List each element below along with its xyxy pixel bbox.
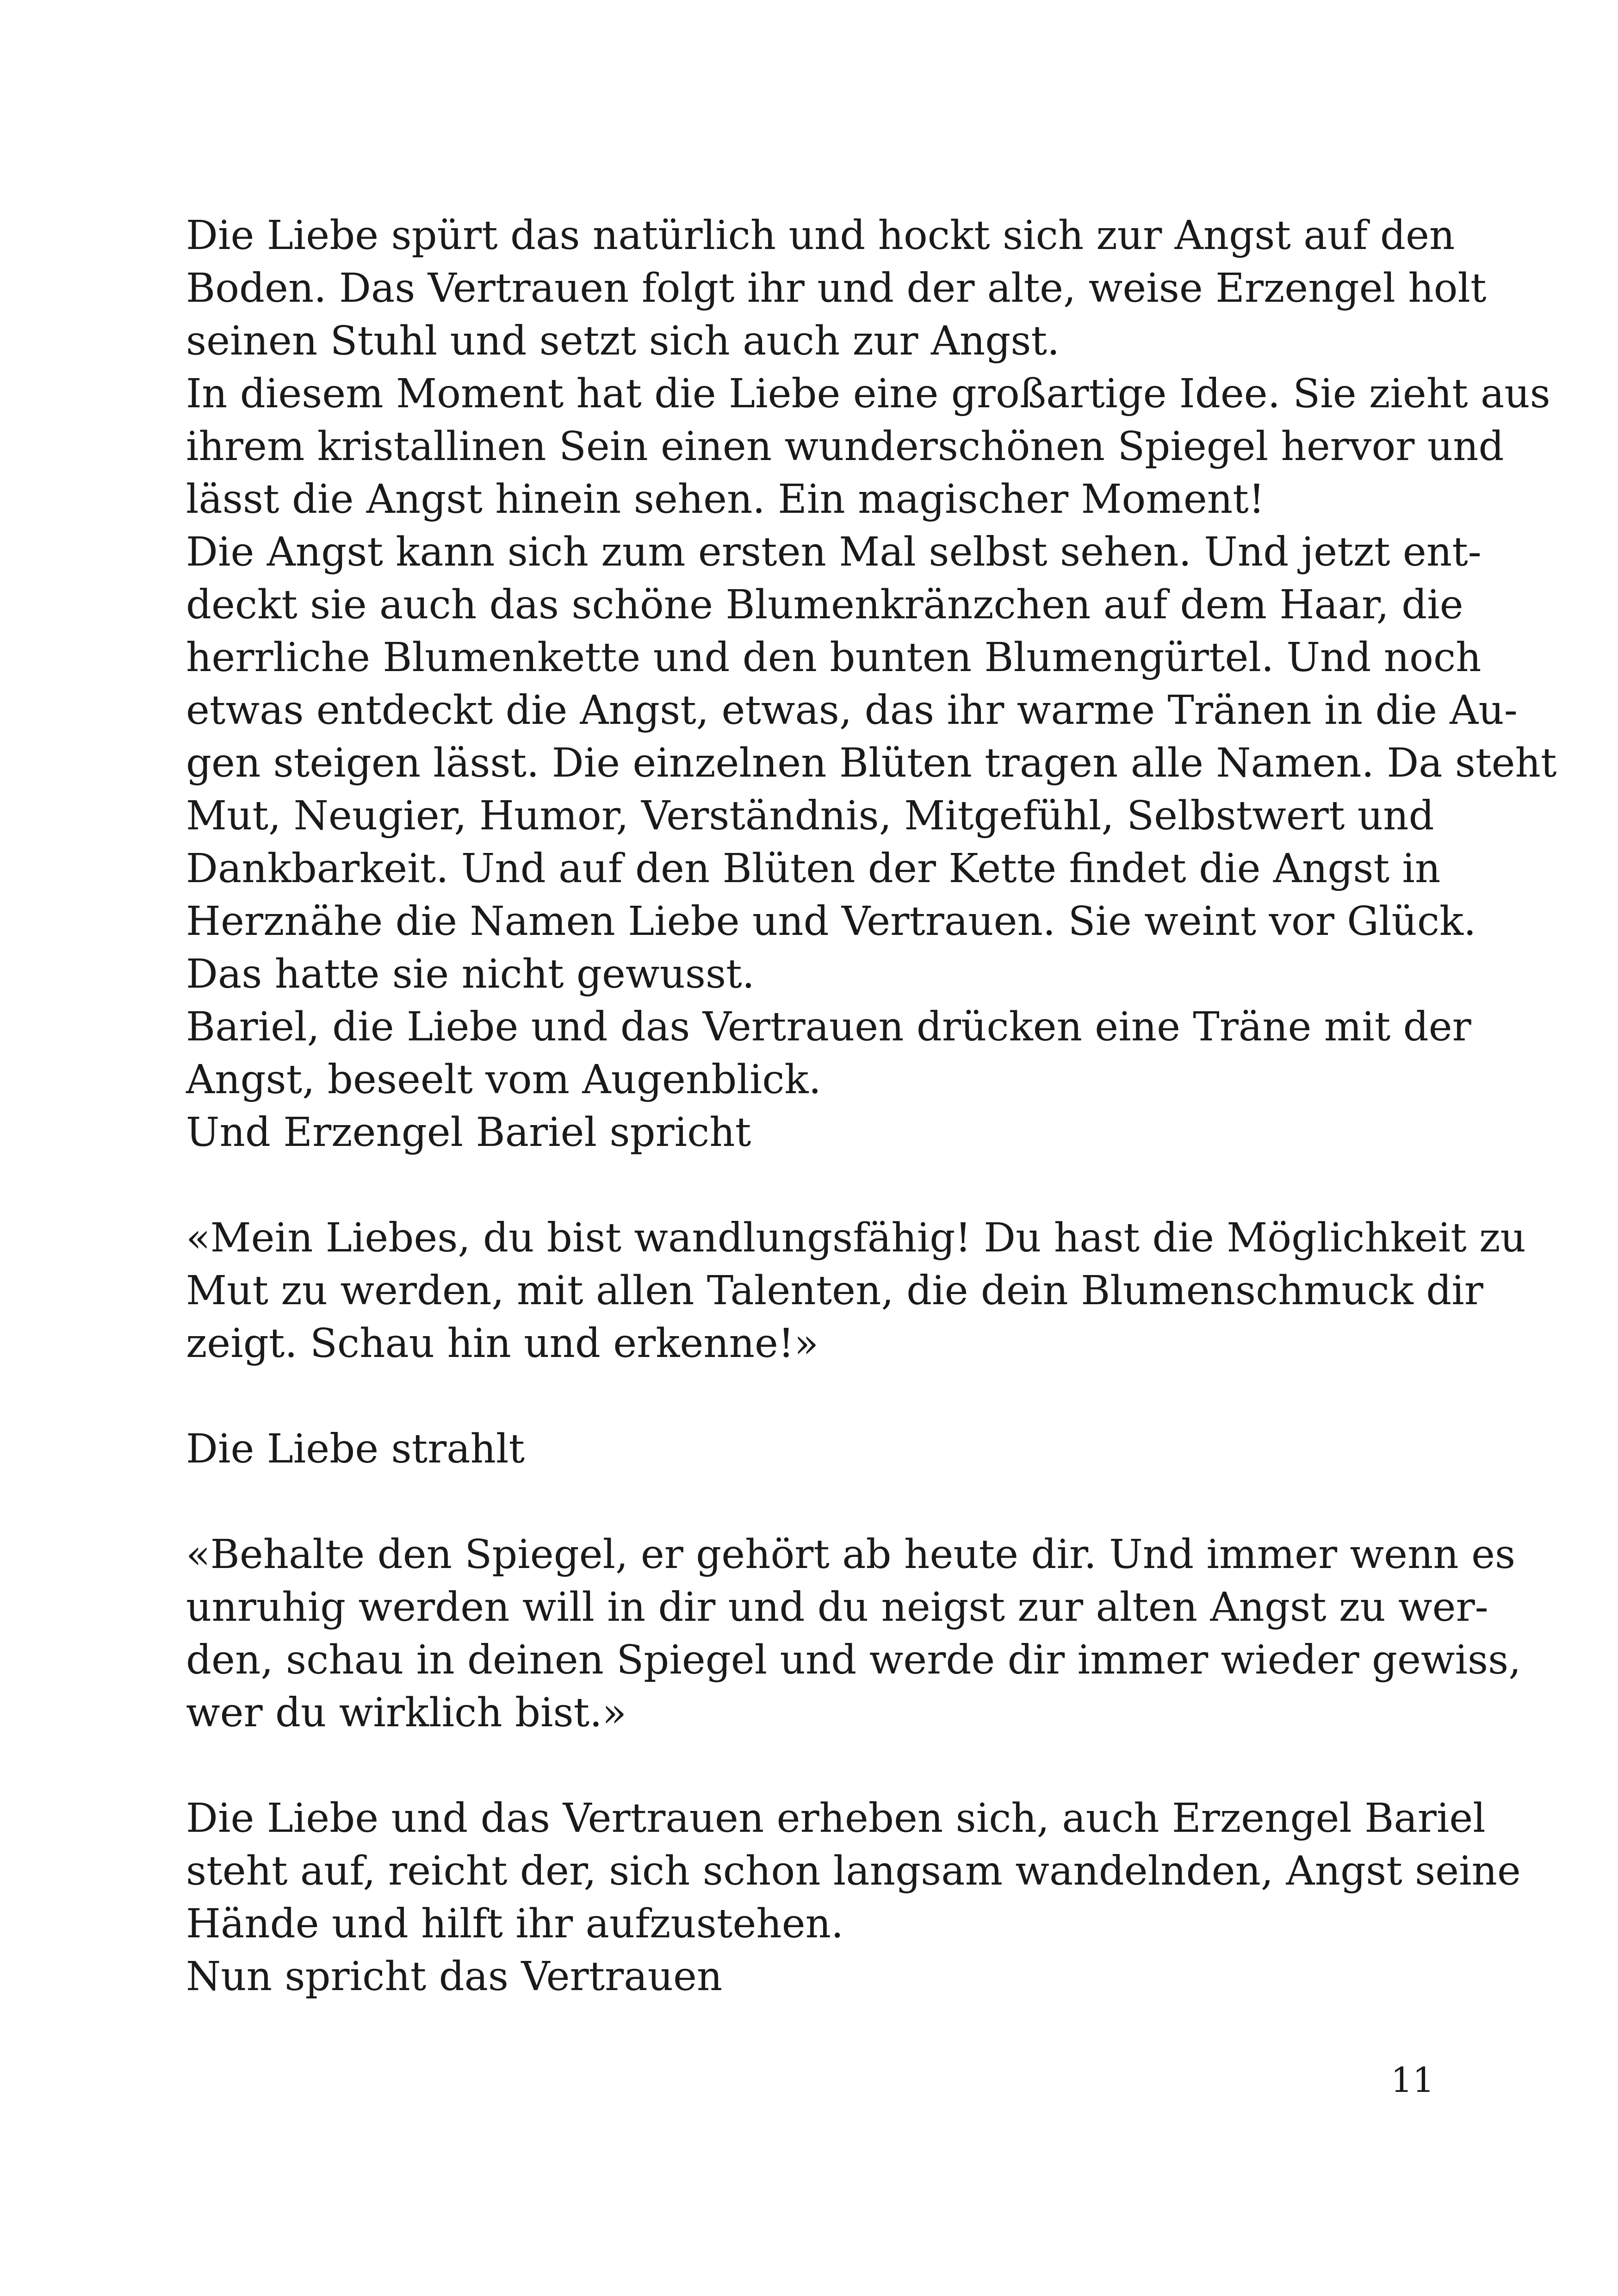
page-number: 11 xyxy=(1390,2060,1434,2100)
text-line: Die Angst kann sich zum ersten Mal selbst sehen. Und jetzt ent- xyxy=(186,529,1482,575)
paragraph-spacer xyxy=(186,1159,1432,1212)
paragraph xyxy=(186,526,1557,1001)
text-line: Bariel, die Liebe und das Vertrauen drücken eine Träne mit der xyxy=(186,1004,1471,1050)
text-line: «Mein Liebes, du bist wandlungsfähig! Du hast die Möglichkeit zu xyxy=(186,1215,1526,1261)
text-line: Hände und hilft ihr aufzustehen. xyxy=(186,1901,844,1947)
text-line: Das hatte sie nicht gewusst. xyxy=(186,951,755,997)
paragraph-spacer xyxy=(186,1475,1432,1528)
text-line: ihrem kristallinen Sein einen wunderschönen Spiegel hervor und xyxy=(186,423,1504,470)
text-line: wer du wirklich bist.» xyxy=(186,1690,627,1736)
paragraph xyxy=(186,1950,1432,2003)
paragraph-spacer xyxy=(186,1370,1432,1423)
text-line: unruhig werden will in dir und du neigst zur alten Angst zu wer- xyxy=(186,1584,1488,1630)
text-line: Herznähe die Namen Liebe und Vertrauen. Sie weint vor Glück. xyxy=(186,898,1476,945)
paragraph xyxy=(186,1423,1432,1475)
text-line: seinen Stuhl und setzt sich auch zur Angst. xyxy=(186,318,1060,364)
text-line: Mut, Neugier, Humor, Verständnis, Mitgefühl, Selbstwert und xyxy=(186,793,1434,839)
text-line: herrliche Blumenkette und den bunten Blumengürtel. Und noch xyxy=(186,635,1482,681)
page-body xyxy=(186,209,1557,2003)
text-line: In diesem Moment hat die Liebe eine großartige Idee. Sie zieht aus xyxy=(186,371,1550,417)
text-line: lässt die Angst hinein sehen. Ein magischer Moment! xyxy=(186,476,1265,523)
text-line: steht auf, reicht der, sich schon langsam wandelnden, Angst seine xyxy=(186,1848,1521,1894)
text-line: Mut zu werden, mit allen Talenten, die dein Blumenschmuck dir xyxy=(186,1268,1483,1314)
paragraph xyxy=(186,209,1487,367)
quote-paragraph xyxy=(186,1528,1521,1739)
text-line: Nun spricht das Vertrauen xyxy=(186,1954,723,2000)
text-line: deckt sie auch das schöne Blumenkränzchen auf dem Haar, die xyxy=(186,582,1463,628)
paragraph-spacer xyxy=(186,1739,1432,1792)
paragraph xyxy=(186,1001,1471,1106)
text-line: Boden. Das Vertrauen folgt ihr und der alte, weise Erzengel holt xyxy=(186,265,1487,311)
text-line: Angst, beseelt vom Augenblick. xyxy=(186,1057,821,1103)
paragraph xyxy=(186,1792,1521,1950)
text-line: Die Liebe und das Vertrauen erheben sich, auch Erzengel Bariel xyxy=(186,1795,1486,1842)
text-line: Die Liebe spürt das natürlich und hockt sich zur Angst auf den xyxy=(186,212,1455,259)
text-line: Dankbarkeit. Und auf den Blüten der Kette findet die Angst in xyxy=(186,846,1441,892)
paragraph xyxy=(186,367,1550,526)
text-line: den, schau in deinen Spiegel und werde dir immer wieder gewiss, xyxy=(186,1637,1521,1683)
text-line: Und Erzengel Bariel spricht xyxy=(186,1109,751,1156)
paragraph xyxy=(186,1106,1432,1159)
text-line: zeigt. Schau hin und erkenne!» xyxy=(186,1320,819,1367)
quote-paragraph xyxy=(186,1212,1526,1370)
text-line: «Behalte den Spiegel, er gehört ab heute dir. Und immer wenn es xyxy=(186,1531,1516,1578)
text-line: Die Liebe strahlt xyxy=(186,1426,525,1472)
text-line: etwas entdeckt die Angst, etwas, das ihr warme Tränen in die Au- xyxy=(186,687,1518,734)
text-line: gen steigen lässt. Die einzelnen Blüten tragen alle Namen. Da steht xyxy=(186,740,1557,786)
